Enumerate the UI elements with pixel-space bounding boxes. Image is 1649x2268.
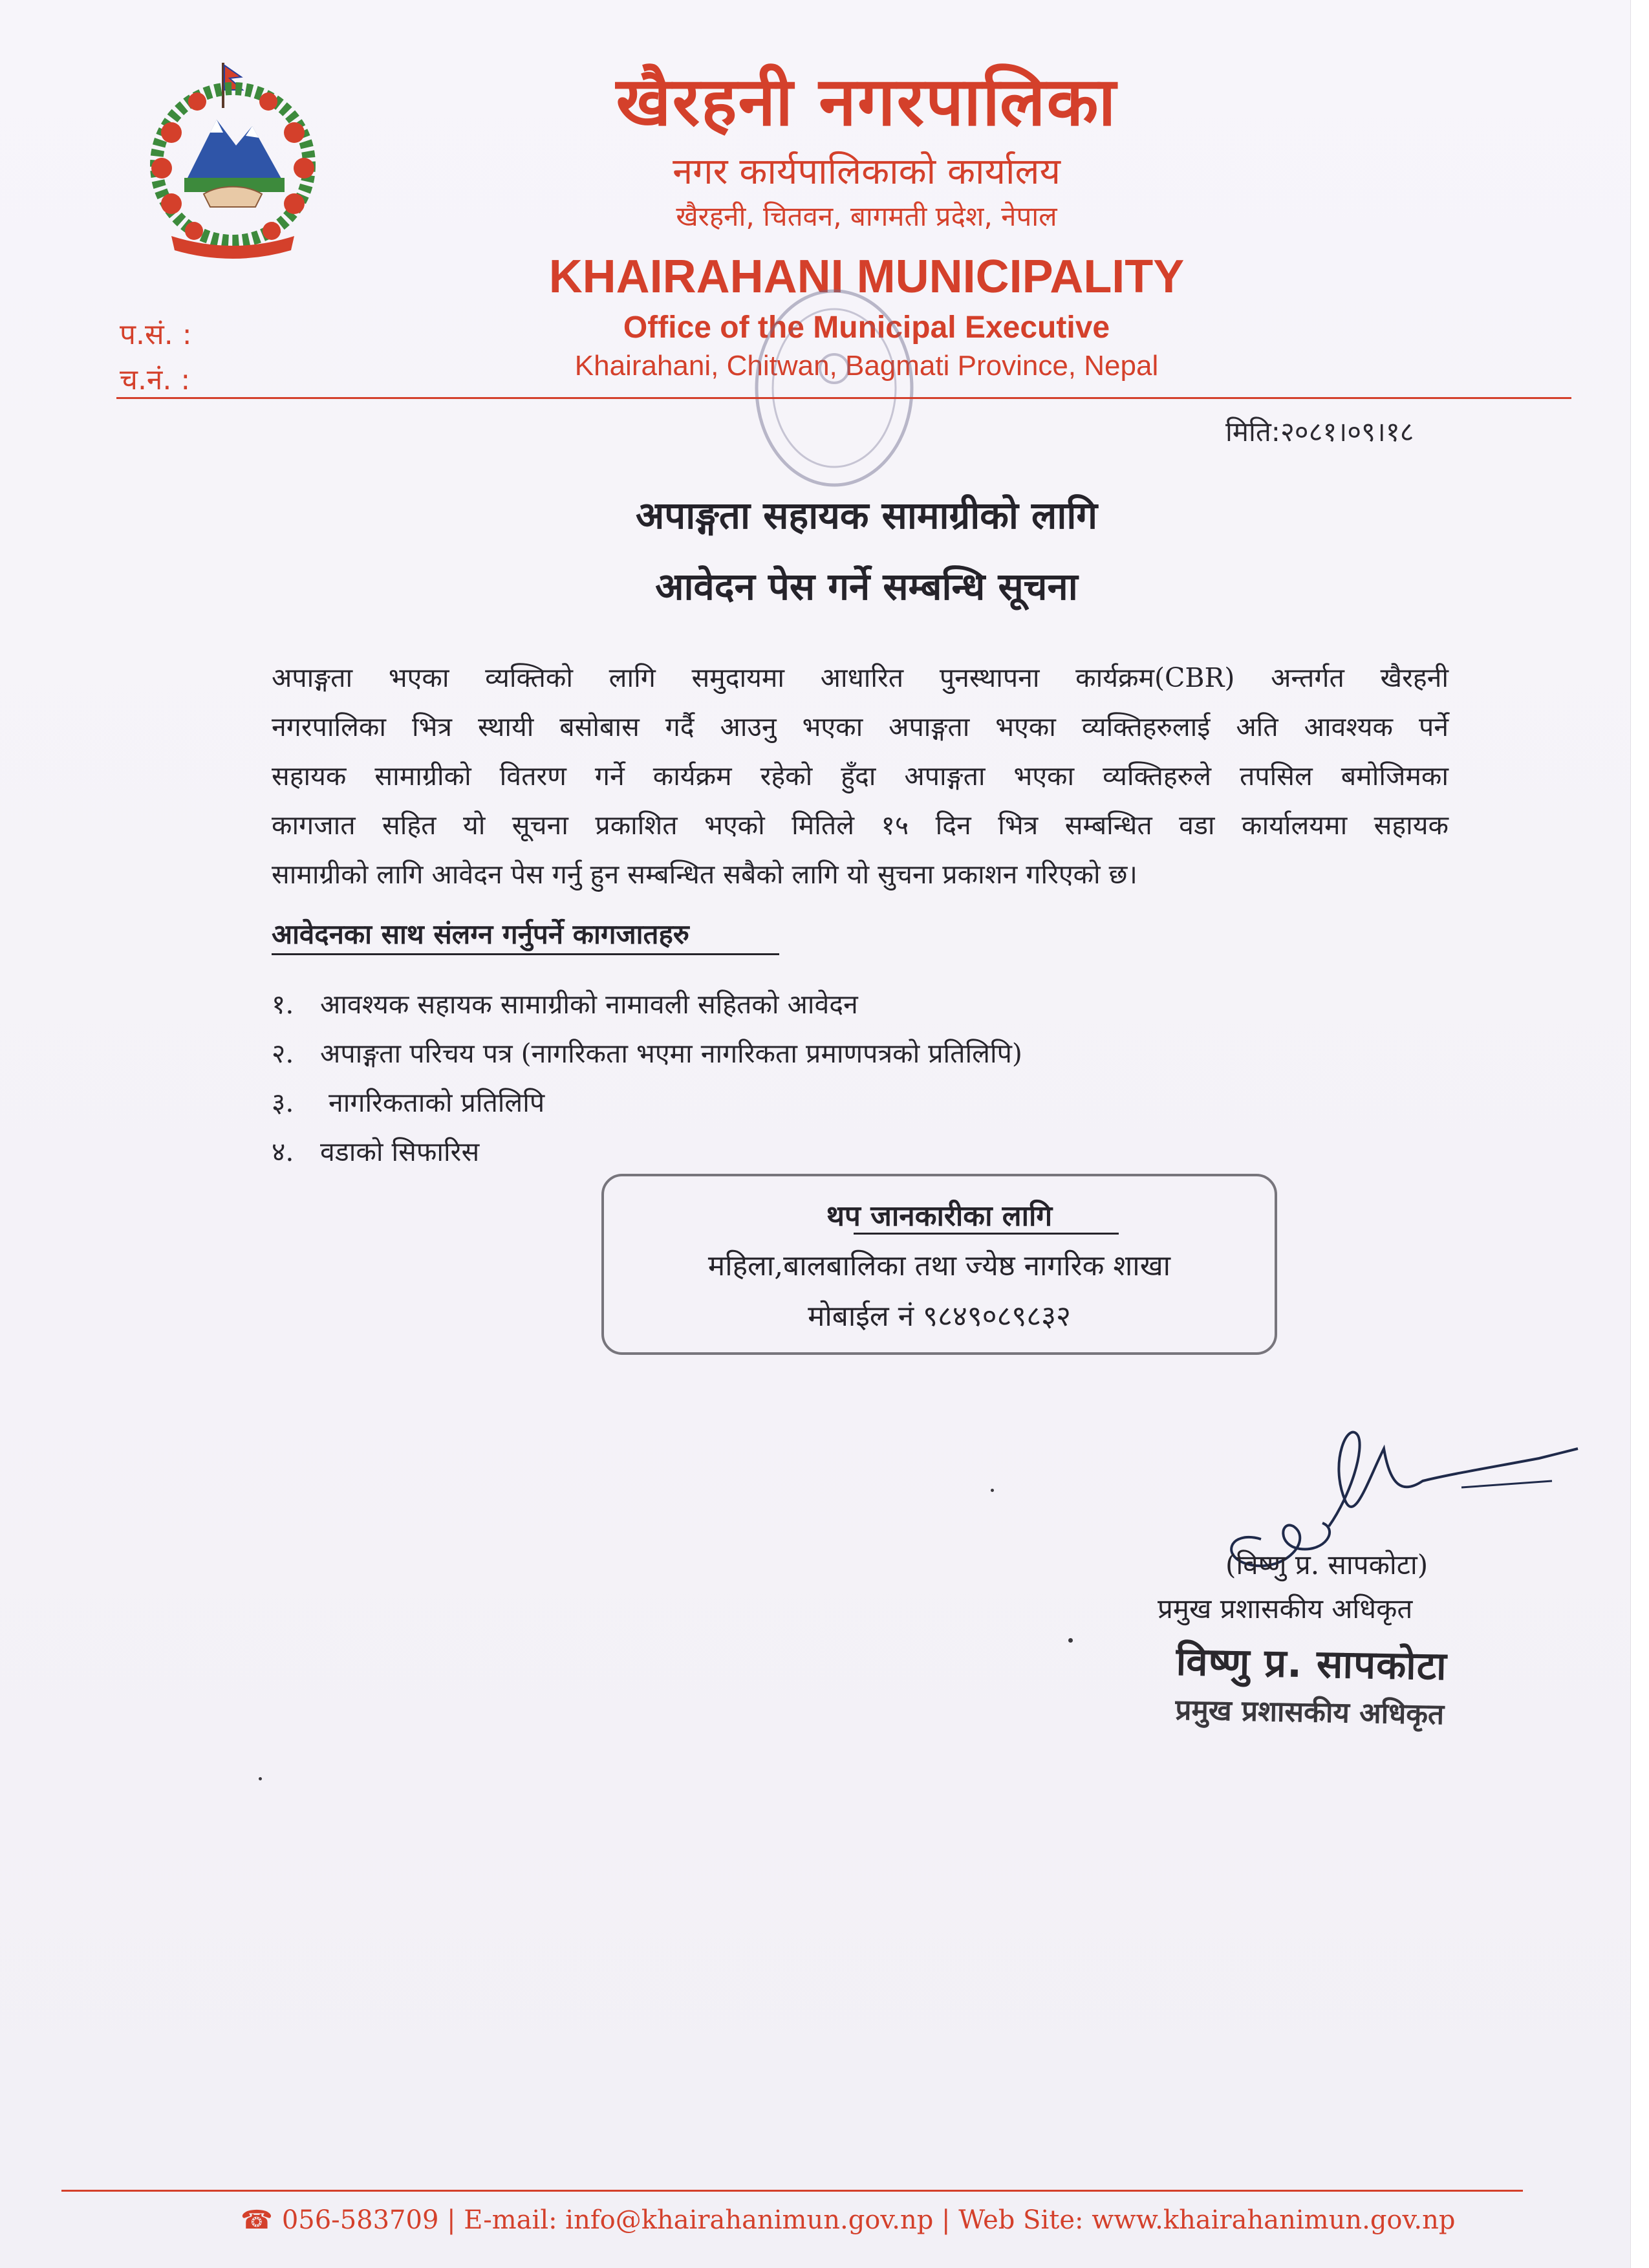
footer-divider <box>61 2190 1523 2192</box>
office-name-en: Office of the Municipal Executive <box>623 310 1110 345</box>
address-np: खैरहनी, चितवन, बागमती प्रदेश, नेपाल <box>676 200 1057 232</box>
list-item-text: वडाको सिफारिस <box>320 1136 480 1167</box>
municipality-title-np: खैरहनी नगरपालिका <box>616 62 1117 141</box>
list-item-number: ३. <box>272 1087 294 1118</box>
notice-body-line: सामाग्रीको लागि आवेदन पेस गर्नु हुन सम्बन्धित सबैको लागि यो सुचना प्रकाशन गरिएको छ। <box>272 859 1137 890</box>
list-item <box>272 1029 1022 1078</box>
list-item <box>272 980 1022 1029</box>
notice-title-line-1: अपाङ्गता सहायक सामाग्रीको लागि <box>635 493 1098 537</box>
list-item-number: २. <box>272 1038 294 1069</box>
signatory-name: (विष्णु प्र. सापकोटा) <box>1225 1549 1428 1581</box>
list-item-number: ४. <box>272 1136 294 1167</box>
notice-body-line: सहायक सामाग्रीको वितरण गर्ने कार्यक्रम रहेको हुँदा अपाङ्गता भएका व्यक्तिहरुले तपसिल बमोजिमका <box>272 761 1449 792</box>
list-item <box>272 1078 1022 1127</box>
documents-heading-underline <box>272 953 779 955</box>
footer-contact-text: 056-583709 | E-mail: info@khairahanimun.gov.np | Web Site: www.khairahanimun.gov.np <box>281 2205 1456 2235</box>
ink-speck <box>1068 1638 1073 1643</box>
reference-number-label: प.सं. : <box>120 318 192 351</box>
contact-branch: महिला,बालबालिका तथा ज्येष्ठ नागरिक शाखा <box>707 1249 1171 1282</box>
ink-speck <box>259 1777 262 1780</box>
notice-body-line: नगरपालिका भित्र स्थायी बसोबास गर्दै आउनु भएका अपाङ्गता भएका व्यक्तिहरुलाई अति आवश्यक पर्ने <box>272 711 1449 742</box>
contact-box-heading-underline <box>854 1233 1119 1235</box>
phone-icon: ☎ <box>241 2205 273 2235</box>
list-item-number: १. <box>272 989 294 1020</box>
list-item-text: नागरिकताको प्रतिलिपि <box>320 1087 545 1118</box>
list-item <box>272 1127 1022 1176</box>
notice-date: मिति:२०८१।०९।१८ <box>1225 416 1414 448</box>
signatory-seal <box>1175 1634 1500 1749</box>
list-item-text: अपाङ्गता परिचय पत्र (नागरिकता भएमा नागरिकता प्रमाणपत्रको प्रतिलिपि) <box>320 1038 1022 1069</box>
notice-title-line-2: आवेदन पेस गर्ने सम्बन्धि सूचना <box>655 565 1078 609</box>
header-divider <box>116 397 1571 399</box>
scan-paper-edge <box>1630 0 1649 2268</box>
contact-mobile: मोबाईल नं ९८४९०८९८३२ <box>808 1300 1071 1333</box>
nepal-emblem-icon <box>126 61 339 268</box>
address-en: Khairahani, Chitwan, Bagmati Province, Nepal <box>574 350 1159 382</box>
notice-body-line: कागजात सहित यो सूचना प्रकाशित भएको मितिले १५ दिन भित्र सम्बन्धित वडा कार्यालयमा सहायक <box>272 810 1449 841</box>
seal-title: प्रमुख प्रशासकीय अधिकृत <box>1175 1693 1445 1731</box>
list-item-text: आवश्यक सहायक सामाग्रीको नामावली सहितको आवेदन <box>320 989 858 1020</box>
ink-speck <box>991 1489 994 1492</box>
office-stamp-icon <box>737 278 931 498</box>
documents-list <box>272 980 1022 1176</box>
dispatch-number-label: च.नं. : <box>120 363 191 396</box>
documents-heading: आवेदनका साथ संलग्न गर्नुपर्ने कागजातहरु <box>272 918 689 950</box>
contact-box-heading: थप जानकारीका लागि <box>826 1200 1053 1233</box>
notice-body-line: अपाङ्गता भएका व्यक्तिको लागि समुदायमा आधारित पुनस्थापना कार्यक्रम(CBR) अन्तर्गत खैरहनी <box>272 662 1449 693</box>
footer-contact <box>241 2205 1455 2235</box>
signatory-title: प्रमुख प्रशासकीय अधिकृत <box>1158 1593 1413 1625</box>
seal-name: विष्णु प्र. सापकोटा <box>1176 1639 1448 1689</box>
notice-body <box>272 653 1449 899</box>
municipality-title-en: KHAIRAHANI MUNICIPALITY <box>548 251 1185 303</box>
office-name-np: नगर कार्यपालिकाको कार्यालय <box>673 151 1061 193</box>
